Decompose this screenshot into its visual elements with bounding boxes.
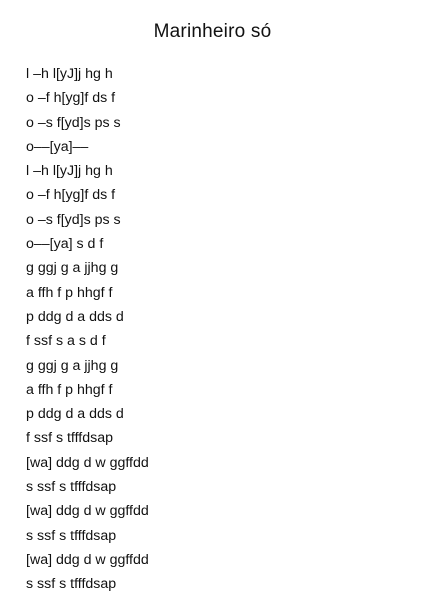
notation-line: s ssf s tfffdsap <box>26 576 117 593</box>
notation-line: a ffh f p hhgf f <box>26 381 113 398</box>
notation-line: s ssf s tfffdsap <box>26 527 117 544</box>
notation-line: o––[ya] s d f <box>26 236 104 253</box>
notation-line: o –f h[yg]f ds f <box>26 90 116 107</box>
notation-line: g ggj g a jjhg g <box>26 357 119 374</box>
notation-line: o –s f[yd]s ps s <box>26 211 121 228</box>
notation-line: f ssf s a s d f <box>26 333 106 350</box>
notation-line: p ddg d a dds d <box>26 308 124 325</box>
notation-line: f ssf s tfffdsap <box>26 430 114 447</box>
notation-line: o –s f[yd]s ps s <box>26 114 121 131</box>
notation-line: s ssf s tfffdsap <box>26 479 117 496</box>
notation-line: [wa] ddg d w ggffdd <box>26 503 149 520</box>
notation-line: [wa] ddg d w ggffdd <box>26 551 149 568</box>
notation-lines <box>26 62 149 597</box>
notation-line: o –f h[yg]f ds f <box>26 187 116 204</box>
notation-line: l –h l[yJ]j hg h <box>26 66 113 82</box>
notation-line: [wa] ddg d w ggffdd <box>26 454 149 471</box>
notation-line: p ddg d a dds d <box>26 406 124 423</box>
song-title: Marinheiro só <box>153 21 272 42</box>
notation-line: l –h l[yJ]j hg h <box>26 163 113 180</box>
notation-line: o––[ya]–– <box>26 138 89 155</box>
notation-line: g ggj g a jjhg g <box>26 260 119 277</box>
notation-line: a ffh f p hhgf f <box>26 284 113 301</box>
